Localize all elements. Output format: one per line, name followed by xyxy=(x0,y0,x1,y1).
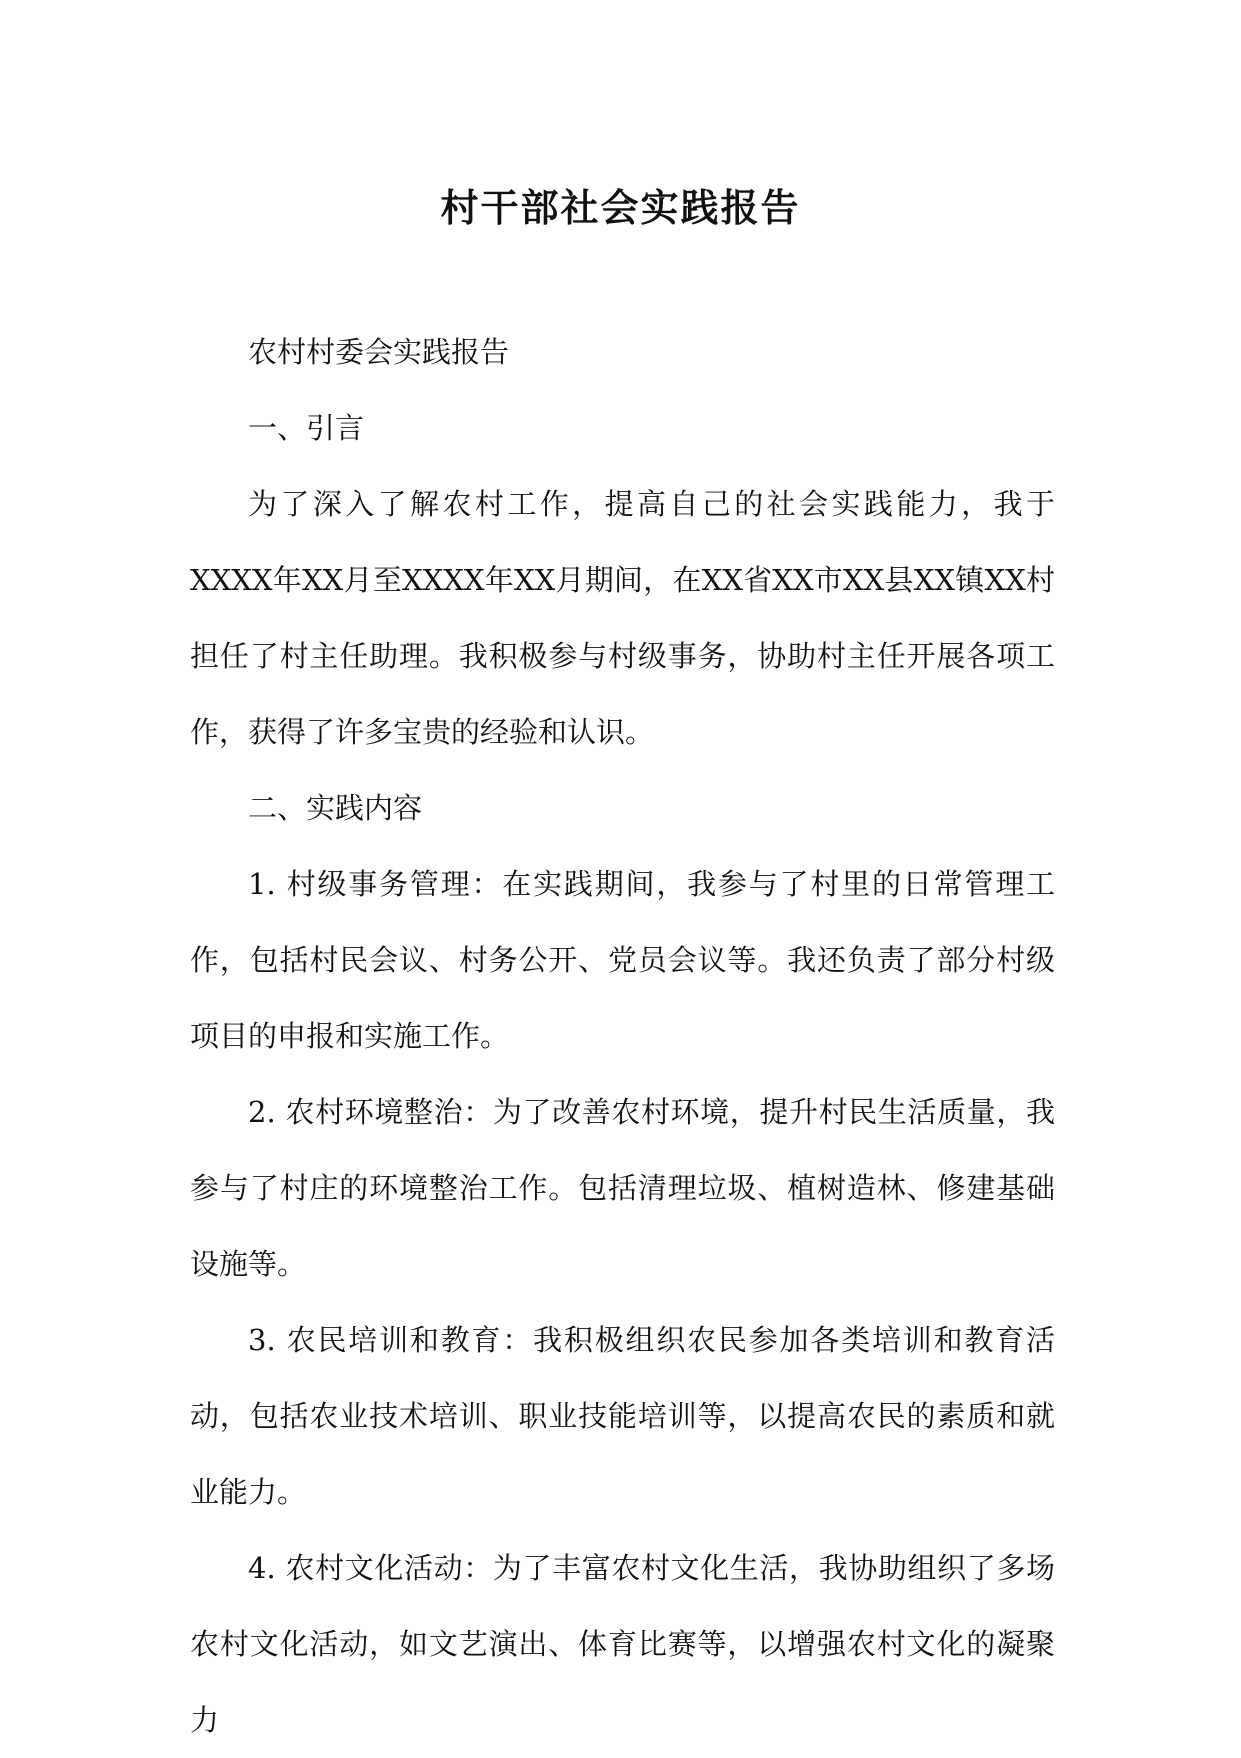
list-item-environment: 2. 农村环境整治：为了改善农村环境，提升村民生活质量，我参与了村庄的环境整治工作。包括清理垃圾、植树造林、修建基础设施等。 xyxy=(190,1095,1055,1281)
introduction-paragraph: 为了深入了解农村工作，提高自己的社会实践能力，我于XXXX年XX月至XXXX年XX月期间，在XX省XX市XX县XX镇XX村担任了村主任助理。我积极参与村级事务，协助村主任开展各项工作，获得了许多宝贵的经验和认识。 xyxy=(190,487,1055,749)
list-item-culture: 4. 农村文化活动：为了丰富农村文化生活，我协助组织了多场农村文化活动，如文艺演出、体育比赛等，以增强农村文化的凝聚力 xyxy=(190,1551,1055,1737)
section-heading-introduction: 一、引言 xyxy=(248,411,365,445)
section-heading-practice-content: 二、实践内容 xyxy=(248,791,423,825)
document-title: 村干部社会实践报告 xyxy=(440,185,801,230)
document-body xyxy=(190,314,1055,1758)
list-item-training: 3. 农民培训和教育：我积极组织农民参加各类培训和教育活动，包括农业技术培训、职业技能培训等，以提高农民的素质和就业能力。 xyxy=(190,1323,1055,1509)
list-item-village-affairs: 1. 村级事务管理：在实践期间，我参与了村里的日常管理工作，包括村民会议、村务公开、党员会议等。我还负责了部分村级项目的申报和实施工作。 xyxy=(190,867,1055,1053)
subtitle-paragraph: 农村村委会实践报告 xyxy=(248,335,510,369)
